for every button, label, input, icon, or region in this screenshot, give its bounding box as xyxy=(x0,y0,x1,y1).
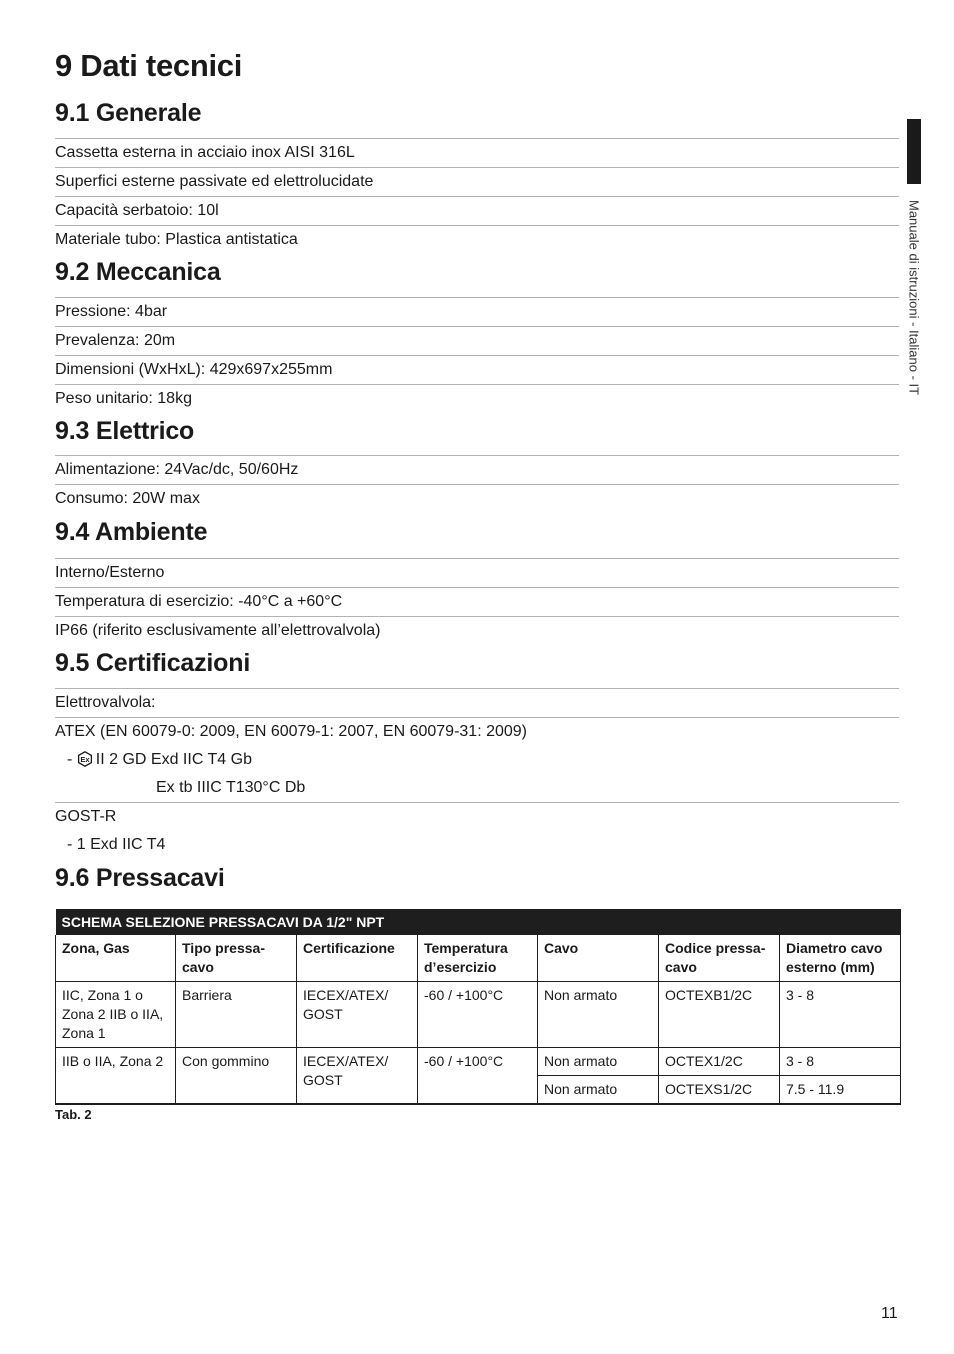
atex-marking-text: II 2 GD Exd IIC T4 Gb xyxy=(95,751,252,768)
cell-cavo: Non armato xyxy=(538,982,659,1048)
cell-temperatura: -60 / +100°C xyxy=(418,982,538,1048)
column-header: Diametro cavo esterno (mm) xyxy=(780,935,901,982)
column-header: Certificazione xyxy=(297,935,418,982)
list-item: ATEX (EN 60079-0: 2009, EN 60079-1: 2007, EN 60079-31: 2009) xyxy=(55,717,899,746)
list-item: Pressione: 4bar xyxy=(55,297,899,326)
list-item: Capacità serbatoio: 10l xyxy=(55,196,899,225)
list-item: Prevalenza: 20m xyxy=(55,326,899,355)
list-item: IP66 (riferito esclusivamente all’elettrovalvola) xyxy=(55,616,899,645)
table-caption: Tab. 2 xyxy=(55,1107,92,1122)
page-title: 9 Dati tecnici xyxy=(55,48,243,83)
section-heading-elettrico: 9.3 Elettrico xyxy=(55,417,195,445)
gost-marking-line: - 1 Exd IIC T4 xyxy=(67,836,166,853)
cell-temperatura: -60 / +100°C xyxy=(418,1048,538,1105)
cell-zona: IIC, Zona 1 o Zona 2 IIB o IIA, Zona 1 xyxy=(56,982,176,1048)
side-tab-marker xyxy=(907,119,921,184)
list-item: Elettrovalvola: xyxy=(55,688,899,717)
ex-hexagon-icon xyxy=(77,751,93,767)
page-number: 11 xyxy=(881,1305,898,1322)
list-item: Interno/Esterno xyxy=(55,558,899,587)
section-heading-meccanica: 9.2 Meccanica xyxy=(55,258,221,286)
certificazioni-list xyxy=(55,688,899,859)
column-header: Temperatura d’esercizio xyxy=(418,935,538,982)
cell-codice: OCTEXS1/2C xyxy=(659,1076,780,1105)
section-heading-certificazioni: 9.5 Certificazioni xyxy=(55,649,251,677)
list-item: Peso unitario: 18kg xyxy=(55,384,899,413)
atex-marking-line xyxy=(55,746,899,774)
list-item: GOST-R xyxy=(55,802,899,831)
table-title: SCHEMA SELEZIONE PRESSACAVI DA 1/2" NPT xyxy=(56,909,901,935)
cell-diametro: 7.5 - 11.9 xyxy=(780,1076,901,1105)
list-item: Dimensioni (WxHxL): 429x697x255mm xyxy=(55,355,899,384)
cell-codice: OCTEXB1/2C xyxy=(659,982,780,1048)
cell-cavo: Non armato xyxy=(538,1048,659,1076)
list-item: Alimentazione: 24Vac/dc, 50/60Hz xyxy=(55,455,899,484)
column-header: Zona, Gas xyxy=(56,935,176,982)
cell-tipo: Barriera xyxy=(176,982,297,1048)
cell-certificazione: IECEX/ATEX/ GOST xyxy=(297,1048,418,1105)
cell-codice: OCTEX1/2C xyxy=(659,1048,780,1076)
column-header: Codice pressa-cavo xyxy=(659,935,780,982)
cell-diametro: 3 - 8 xyxy=(780,1048,901,1076)
cell-tipo: Con gommino xyxy=(176,1048,297,1105)
meccanica-list xyxy=(55,297,899,413)
table-row xyxy=(56,1048,901,1076)
atex-marking-line-2: Ex tb IIIC T130°C Db xyxy=(156,779,306,796)
column-header: Tipo pressa-cavo xyxy=(176,935,297,982)
section-heading-pressacavi: 9.6 Pressacavi xyxy=(55,864,225,892)
list-item: Cassetta esterna in acciaio inox AISI 316L xyxy=(55,138,899,167)
section-heading-ambiente: 9.4 Ambiente xyxy=(55,518,208,546)
list-item: Consumo: 20W max xyxy=(55,484,899,513)
list-item: Materiale tubo: Plastica antistatica xyxy=(55,225,899,254)
cable-gland-table xyxy=(55,909,901,1105)
svg-text:Ex: Ex xyxy=(80,755,90,764)
cell-zona: IIB o IIA, Zona 2 xyxy=(56,1048,176,1105)
table-row xyxy=(56,982,901,1048)
side-label: Manuale di istruzioni - Italiano - IT xyxy=(906,200,922,396)
ambiente-list xyxy=(55,558,899,645)
column-header: Cavo xyxy=(538,935,659,982)
atex-dash: - xyxy=(67,751,73,768)
section-heading-generale: 9.1 Generale xyxy=(55,99,202,127)
list-item: Superfici esterne passivate ed elettrolucidate xyxy=(55,167,899,196)
cell-diametro: 3 - 8 xyxy=(780,982,901,1048)
list-item: Temperatura di esercizio: -40°C a +60°C xyxy=(55,587,899,616)
generale-list xyxy=(55,138,899,254)
cell-cavo: Non armato xyxy=(538,1076,659,1105)
cell-certificazione: IECEX/ATEX/ GOST xyxy=(297,982,418,1048)
elettrico-list xyxy=(55,455,899,513)
